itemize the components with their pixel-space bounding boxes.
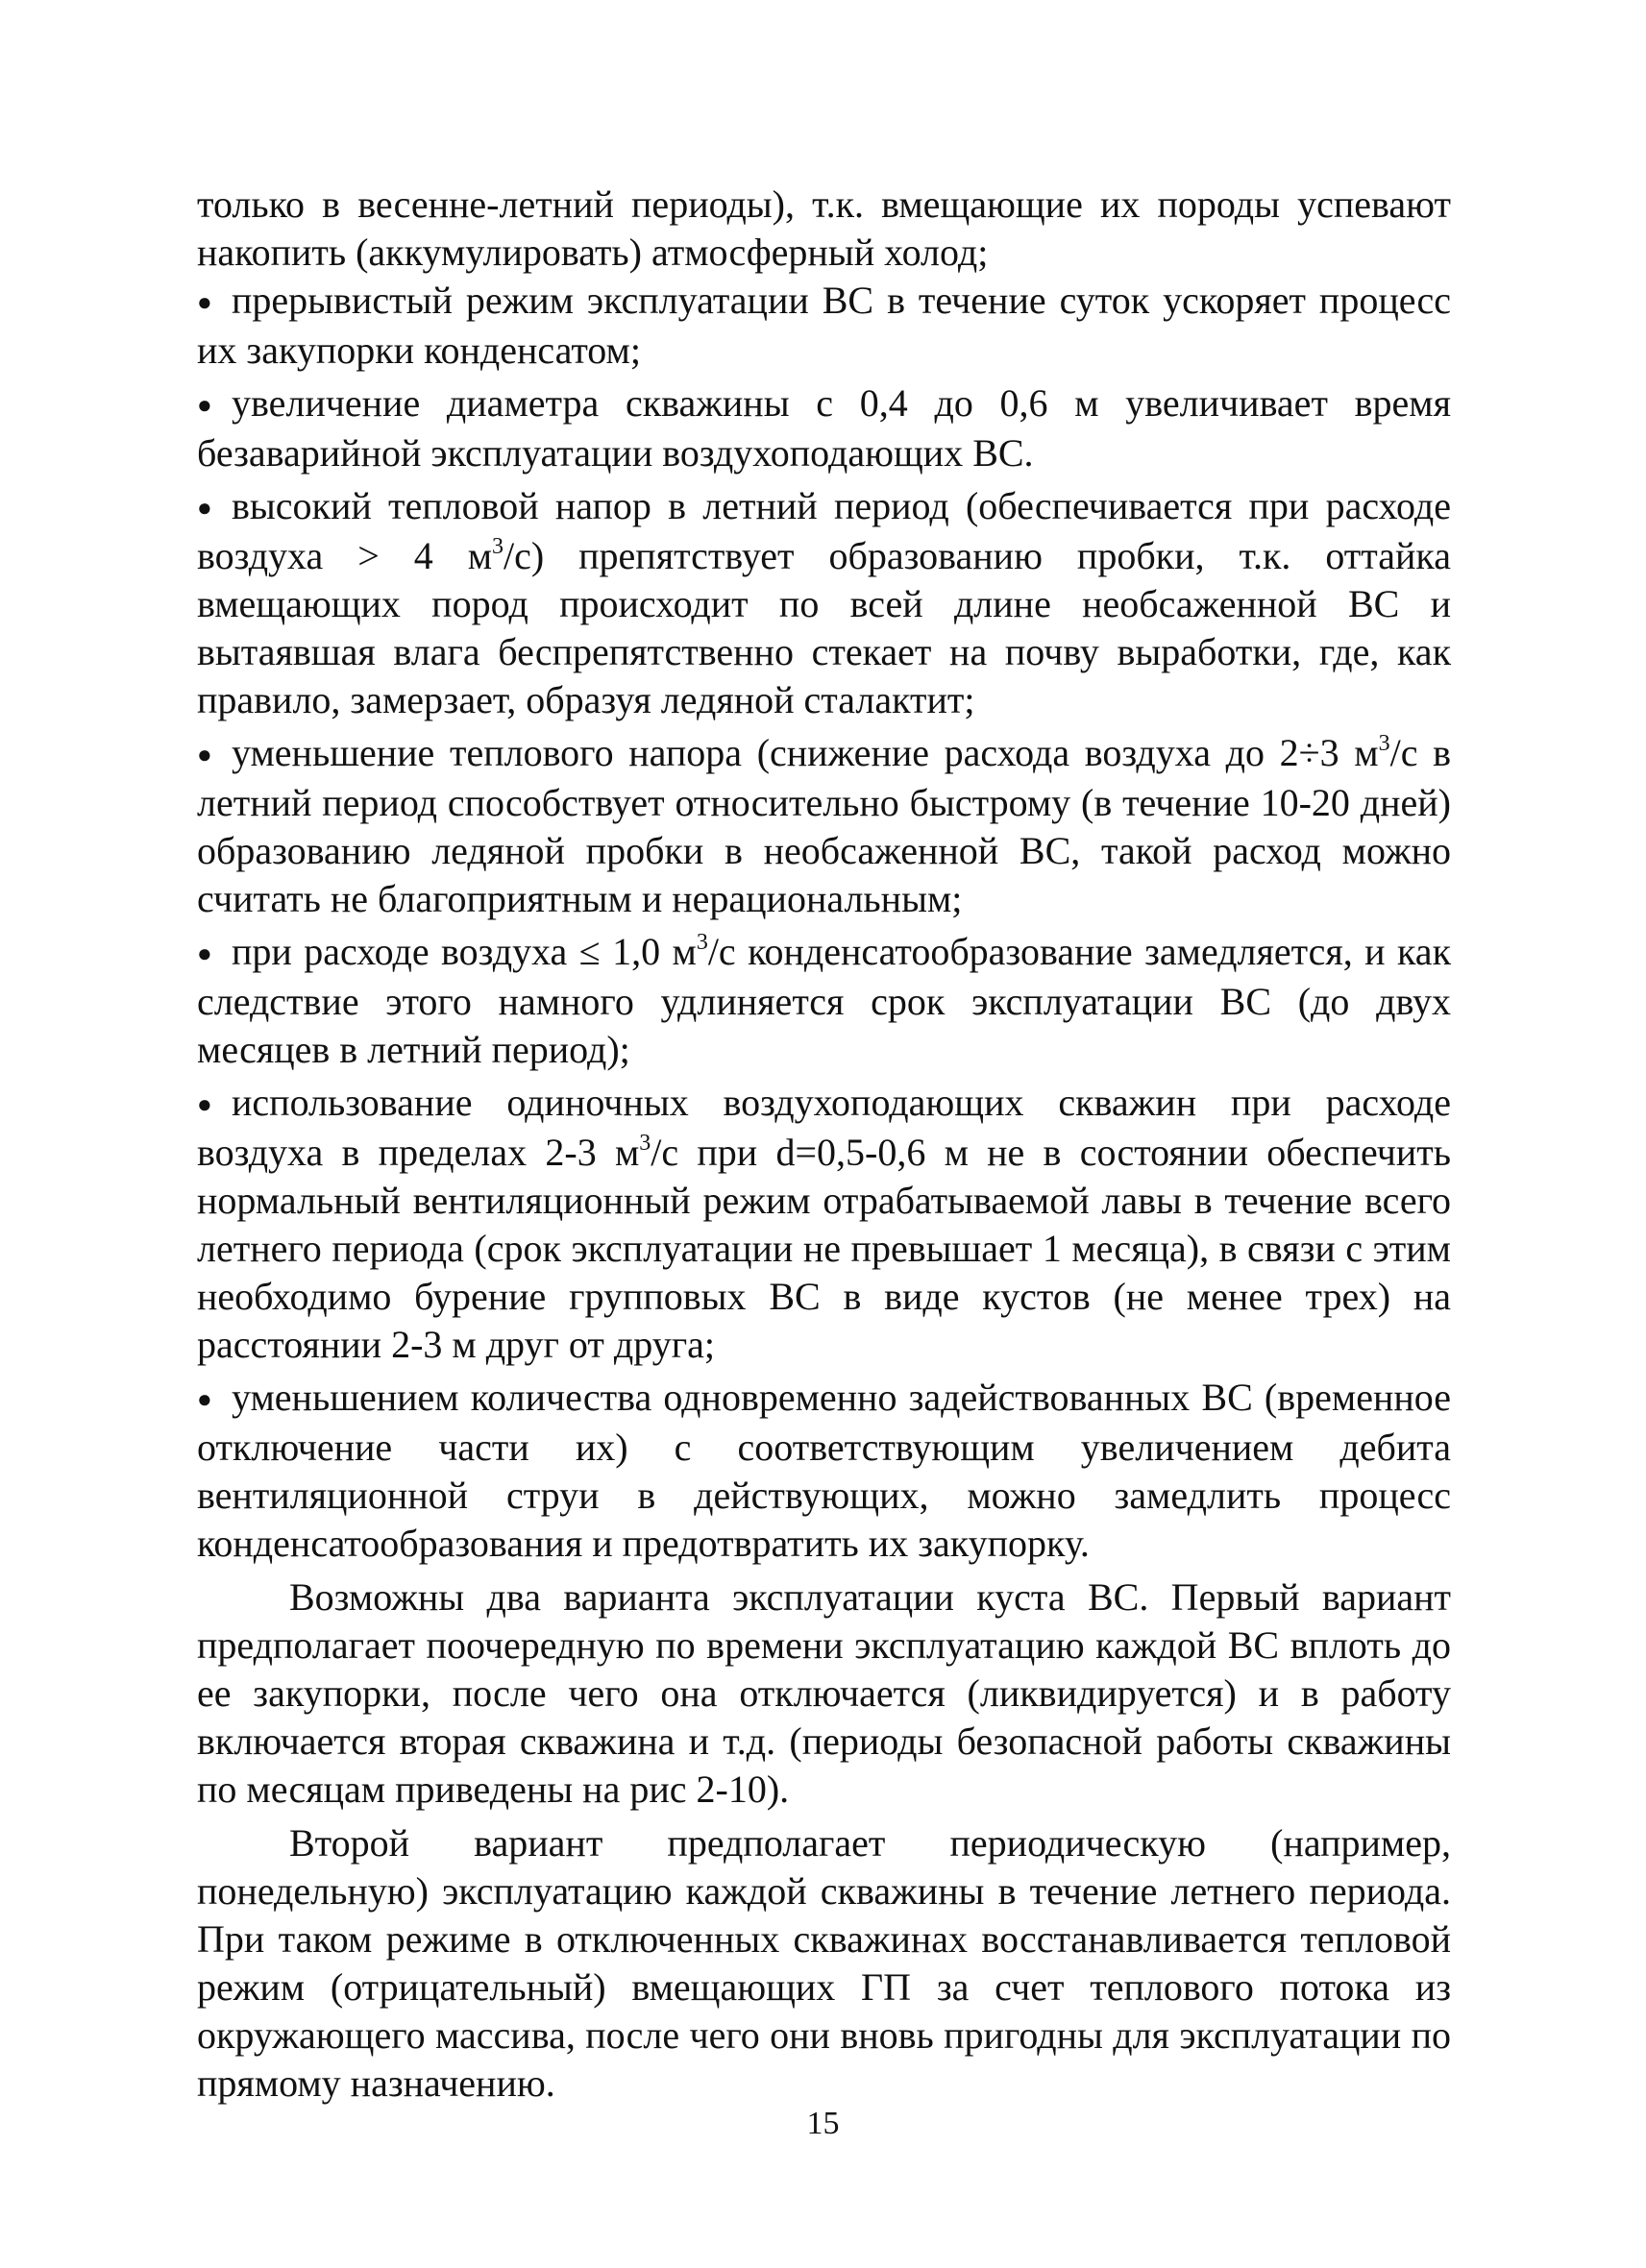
list-item	[197, 1374, 1451, 1568]
bullet-icon: ●	[197, 741, 212, 768]
list-item-text: увеличение диаметра скважины с 0,4 до 0,6 м увеличивает время безаварийной эксплуатации воздухоподающих ВС.	[197, 381, 1451, 475]
bullet-icon: ●	[197, 1385, 212, 1413]
list-item	[197, 277, 1451, 375]
bullet-icon: ●	[197, 1090, 212, 1118]
list-item-text: высокий тепловой напор в летний период (обеспечивается при расходе воздуха > 4 м	[197, 484, 1451, 577]
list-item-text: /с конденсатообразование замедляется, и как следствие этого намного удлиняется срок эксплуатации ВС (до двух месяцев в летний период);	[197, 930, 1451, 1071]
body-paragraph: Второй вариант предполагает периодическую (например, понедельную) эксплуатацию каждой скважины в течение летнего периода. При таком режиме в отключенных скважинах восстанавливается тепловой режим (отрицательный) вмещающих ГП за счет теплового потока из окружающего массива, после чего они вновь пригодны для эксплуатации по прямому назначению.	[197, 1821, 1451, 2105]
bullet-icon: ●	[197, 939, 212, 967]
list-item-text: /с при d=0,5-0,6 м не в состоянии обеспечить нормальный вентиляционный режим отрабатываемой лавы в течение всего летнего периода (срок эксплуатации не превышает 1 месяца), в связи с этим необходимо бурение групповых ВС в виде кустов (не менее трех) на расстоянии 2-3 м друг от друга;	[197, 1131, 1452, 1366]
superscript: 3	[639, 1131, 651, 1156]
list-item	[197, 928, 1451, 1074]
page-number: 15	[806, 2106, 840, 2141]
list-item-text: прерывистый режим эксплуатации ВС в течение суток ускоряет процесс их закупорки конденсатом;	[197, 279, 1451, 372]
list-item	[197, 1079, 1451, 1369]
body-paragraph: Возможны два варианта эксплуатации куста ВС. Первый вариант предполагает поочередную по времени эксплуатацию каждой ВС вплоть до ее закупорки, после чего она отключается (ликвидируется) и в работу включается вторая скважина и т.д. (периоды безопасной работы скважины по месяцам приведены на рис 2-10).	[197, 1575, 1451, 1811]
document-body	[197, 181, 1451, 2108]
list-item-text: /с в летний период способствует относительно быстрому (в течение 10-20 дней) образованию ледяной пробки в необсаженной ВС, такой расход можно считать не благоприятным и нерациональным;	[197, 731, 1451, 920]
list-item-text: уменьшение теплового напора (снижение расхода воздуха до 2÷3 м	[232, 731, 1379, 774]
list-item	[197, 482, 1451, 724]
bullet-icon: ●	[197, 391, 212, 419]
bullet-icon: ●	[197, 288, 212, 316]
superscript: 3	[492, 534, 504, 559]
list-item	[197, 379, 1451, 477]
list-item-text: при расходе воздуха ≤ 1,0 м	[232, 930, 697, 973]
bullet-icon: ●	[197, 494, 212, 522]
list-item-text: уменьшением количества одновременно задействованных ВС (временное отключение части их) с соответствующим увеличением дебита вентиляционной струи в действующих, можно замедлить процесс конденсатообразования и предотвратить их закупорку.	[197, 1376, 1451, 1565]
intro-paragraph: только в весенне-летний периоды), т.к. вмещающие их породы успевают накопить (аккумулировать) атмосферный холод;	[197, 183, 1451, 274]
superscript: 3	[1378, 731, 1390, 756]
list-item	[197, 729, 1451, 923]
list-item-text: использование одиночных воздухоподающих скважин при расходе воздуха в пределах 2-3 м	[197, 1081, 1451, 1174]
list-item-text: /с) препятствует образованию пробки, т.к. оттайка вмещающих пород происходит по всей длине необсаженной ВС и вытаявшая влага беспрепятственно стекает на почву выработки, где, как правило, замерзает, образуя ледяной сталактит;	[197, 534, 1451, 721]
superscript: 3	[696, 930, 708, 955]
